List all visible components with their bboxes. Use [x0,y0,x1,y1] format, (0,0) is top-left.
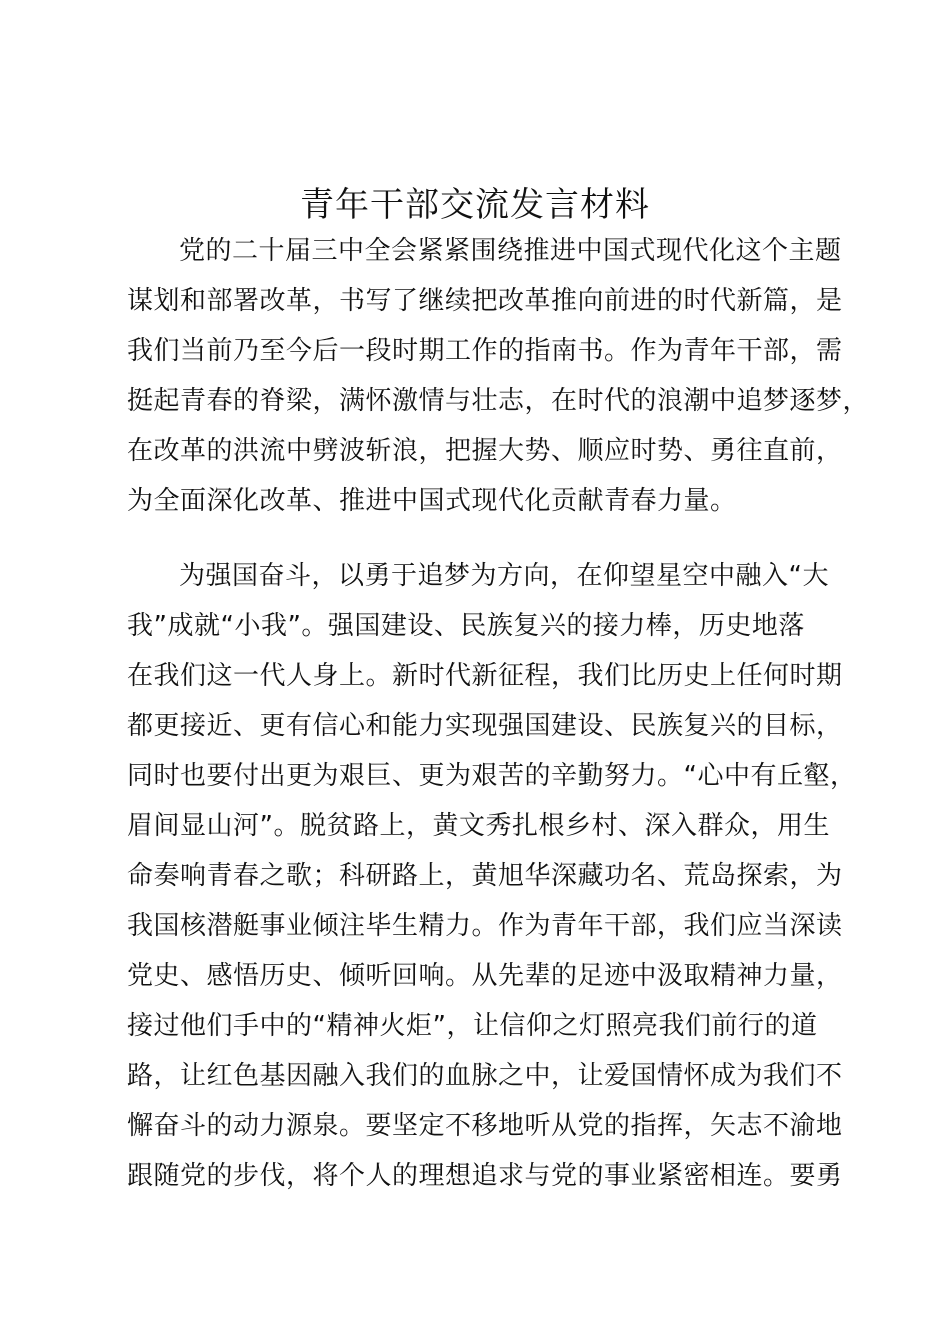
text-line: 在我们这一代人身上。新时代新征程，我们比历史上任何时期 [127,661,843,691]
paragraph-2 [127,551,867,1201]
text-line: 路，让红色基因融入我们的血脉之中，让爱国情怀成为我们不 [127,1061,843,1091]
text-line: 在改革的洪流中劈波斩浪，把握大势、顺应时势、勇往直前， [127,436,843,466]
text-line: 为强国奋斗，以勇于追梦为方向，在仰望星空中融入“大 [179,561,829,591]
text-line: 同时也要付出更为艰巨、更为艰苦的辛勤努力。“心中有丘壑， [127,761,857,791]
text-line: 眉间显山河”。脱贫路上，黄文秀扎根乡村、深入群众，用生 [127,811,830,841]
document-body [127,226,870,1201]
text-line: 命奏响青春之歌；科研路上，黄旭华深藏功名、荒岛探索，为 [127,861,843,891]
text-line: 党史、感悟历史、倾听回响。从先辈的足迹中汲取精神力量， [127,961,843,991]
text-line: 我国核潜艇事业倾注毕生精力。作为青年干部，我们应当深读 [127,911,843,941]
text-line: 懈奋斗的动力源泉。要坚定不移地听从党的指挥，矢志不渝地 [127,1111,843,1141]
paragraph-spacer [127,526,867,551]
text-line: 党的二十届三中全会紧紧围绕推进中国式现代化这个主题 [179,236,842,266]
paragraph-1 [127,226,870,526]
text-line: 接过他们手中的“精神火炬”，让信仰之灯照亮我们前行的道 [127,1011,818,1041]
document-title: 青年干部交流发言材料 [300,185,650,225]
text-line: 挺起青春的脊梁，满怀激情与壮志，在时代的浪潮中追梦逐梦， [127,386,870,416]
text-line: 谋划和部署改革，书写了继续把改革推向前进的时代新篇，是 [127,286,843,316]
text-line: 我们当前乃至今后一段时期工作的指南书。作为青年干部，需 [127,336,843,366]
text-line: 我”成就“小我”。强国建设、民族复兴的接力棒，历史地落 [127,611,805,641]
text-line: 跟随党的步伐，将个人的理想追求与党的事业紧密相连。要勇 [127,1161,843,1191]
text-line: 为全面深化改革、推进中国式现代化贡献青春力量。 [127,486,737,516]
text-line: 都更接近、更有信心和能力实现强国建设、民族复兴的目标， [127,711,843,741]
